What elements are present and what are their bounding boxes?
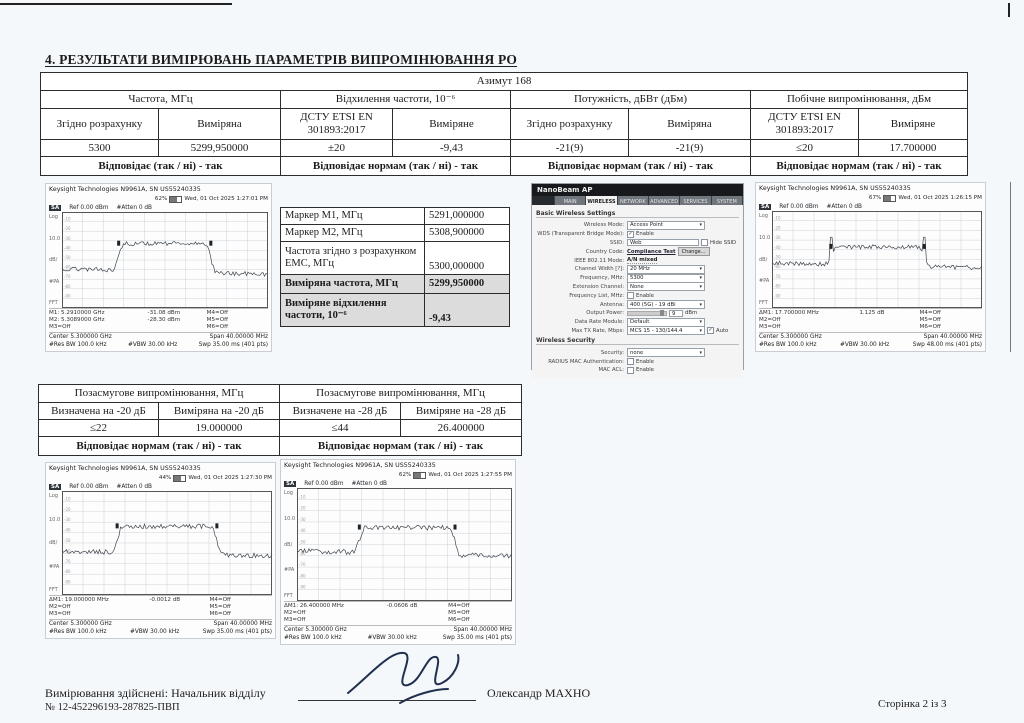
battery-icon [173, 475, 186, 482]
marker-readout: ΔM1: 17.700000 MHz 1.125 dB M4=Off M2=Off M5=Off M3=Off M6=Off [759, 308, 982, 331]
airos-change-button[interactable]: Change... [678, 247, 710, 256]
airos-section-basic: Basic Wireless Settings [536, 210, 739, 218]
airos-field-label: SSID: [609, 239, 624, 246]
airos-select-value: Access Point [630, 222, 663, 229]
airos-field-row [536, 265, 739, 274]
chevron-down-icon: ▾ [699, 222, 702, 229]
airos-section-security: Wireless Security [536, 337, 739, 345]
airos-checkbox[interactable] [627, 358, 634, 365]
battery-percent: 62% [154, 196, 168, 202]
ref-level: Ref 0.00 dBm [69, 483, 109, 490]
airos-static-value: A/N mixed [627, 257, 658, 264]
battery-icon [883, 195, 896, 202]
airos-tab-wireless[interactable]: WIRELESS [586, 196, 617, 205]
airos-field-label: Frequency List, MHz: [569, 292, 624, 299]
marker-readout: M1: 5.2910000 GHz -31.08 dBm M4=Off M2: 5.3089000 GHz -28.30 dBm M5=Off M3=Off M6=Off [49, 308, 268, 331]
svg-text:-20: -20 [64, 226, 71, 232]
sweep-settings: Center 5.300000 GHz Span 40.00000 MHz #Res BW 100.0 kHz #VBW 30.00 kHz Swp 35.00 ms (401 pts) [49, 621, 272, 635]
airos-field-row [536, 274, 739, 283]
measured-frequency-value: 5299,950000 [425, 275, 510, 294]
document-number: № 12-452296193-287825-ПВП [45, 702, 180, 713]
compliance-row: Відповідає (так / ні) - так [41, 157, 281, 176]
airos-device-title: NanoBeam AP [532, 184, 743, 196]
subheader: Виміряна [159, 109, 281, 140]
measured-frequency-label: Виміряна частота, МГц [281, 275, 425, 294]
airos-select[interactable] [627, 326, 705, 335]
svg-text:-80: -80 [299, 573, 306, 579]
frequency-measured-value: 5299,950000 [159, 140, 281, 157]
oob-header-20db: Позасмугове випромінювання, МГц [39, 385, 280, 403]
scan-artifact-right-edge [1010, 182, 1011, 352]
out-of-band-table [38, 384, 522, 456]
spectrum-plot [62, 212, 268, 308]
oob-28db-limit: ≤44 [280, 420, 401, 437]
airos-field-label: Antenna: [599, 301, 624, 308]
measurement-performed-label: Вимірювання здійснені: Начальник відділу [45, 686, 266, 700]
svg-text:-10: -10 [299, 494, 306, 500]
svg-text:-10: -10 [64, 216, 71, 222]
airos-slider-handle[interactable] [660, 310, 664, 316]
airos-field-label: Output Power: [586, 310, 624, 317]
battery-icon [169, 196, 182, 203]
col-header-deviation: Відхилення частоти, 10⁻⁶ [281, 91, 511, 109]
airos-select-value: none [630, 349, 644, 356]
airos-select[interactable] [627, 282, 705, 291]
airos-field-control [627, 358, 654, 365]
svg-text:-10: -10 [774, 215, 781, 221]
instrument-title: Keysight Technologies N9961A, SN US55240335 [284, 462, 436, 469]
scale-labels: Log 10.0 dB/ #PA FFT [49, 493, 61, 593]
airos-field-control [627, 257, 657, 264]
airos-field-control [627, 318, 705, 327]
airos-field-control [627, 231, 654, 238]
svg-text:-30: -30 [299, 516, 306, 522]
sweep-settings: Center 5.300000 GHz Span 40.00000 MHz #Res BW 100.0 kHz #VBW 30.00 kHz Swp 35.00 ms (401 pts) [49, 334, 268, 348]
deviation-limit-value: ±20 [281, 140, 393, 157]
page-title: 4. РЕЗУЛЬТАТИ ВИМІРЮВАНЬ ПАРАМЕТРІВ ВИПРОМІНЮВАННЯ РО [45, 52, 518, 67]
sweep-settings: Center 5.300000 GHz Span 40.00000 MHz #Res BW 100.0 kHz #VBW 30.00 kHz Swp 35.00 ms (401 pts) [284, 627, 512, 641]
svg-text:-90: -90 [774, 293, 781, 299]
airos-output-power-value[interactable]: 9 [669, 310, 683, 317]
chevron-down-icon: ▾ [699, 283, 702, 290]
airos-field-row [536, 318, 739, 327]
datetime: Wed, 01 Oct 2025 1:27:30 PM [188, 475, 272, 481]
svg-text:-40: -40 [64, 527, 71, 533]
subheader: Виміряна [629, 109, 751, 140]
svg-text:-40: -40 [299, 528, 306, 534]
svg-text:-70: -70 [64, 274, 71, 280]
battery-percent: 67% [868, 195, 882, 201]
svg-text:-80: -80 [64, 569, 71, 575]
airos-field-row [536, 283, 739, 292]
svg-text:-60: -60 [64, 548, 71, 554]
airos-select[interactable] [627, 265, 705, 274]
svg-text:-70: -70 [299, 562, 306, 568]
airos-field-label: WDS (Transparent Bridge Mode): [537, 231, 624, 238]
signature [330, 645, 490, 707]
col-header-power: Потужність, дБВт (дБм) [511, 91, 751, 109]
ref-level: Ref 0.00 dBm [779, 203, 819, 210]
airos-field-label: RADIUS MAC Authentication: [548, 358, 624, 365]
emc-frequency-value: 5300,000000 [425, 242, 510, 275]
subheader: Визначена на -20 дБ [39, 403, 159, 420]
svg-text:-30: -30 [64, 517, 71, 523]
airos-field-row [536, 239, 739, 248]
airos-field-row [536, 327, 739, 336]
airos-output-power-slider[interactable] [627, 311, 667, 316]
azimuth-label: Азимут 168 [41, 73, 968, 91]
airos-checkbox-label: Enable [636, 358, 655, 365]
airos-tab-system[interactable]: SYSTEM [712, 196, 743, 205]
ref-level: Ref 0.00 dBm [304, 480, 344, 487]
svg-text:-80: -80 [64, 283, 71, 289]
airos-unit-label: dBm [685, 310, 698, 317]
airos-select-value: 20 MHz [630, 266, 650, 273]
airos-field-control [627, 282, 705, 291]
signer-name: Олександр МАХНО [487, 686, 591, 700]
airos-checkbox-label: Enable [636, 231, 655, 238]
svg-text:-60: -60 [774, 264, 781, 270]
oob-20db-limit: ≤22 [39, 420, 159, 437]
marker-m2-label: Маркер М2, МГц [281, 225, 425, 242]
oob-header-28db: Позасмугове випромінювання, МГц [280, 385, 522, 403]
marker-m1-label: Маркер М1, МГц [281, 208, 425, 225]
airos-field-label: MAC ACL: [598, 367, 624, 374]
battery-percent: 62% [398, 472, 412, 478]
page-number: Сторінка 2 із 3 [878, 698, 947, 710]
svg-text:-90: -90 [64, 579, 71, 585]
svg-text:-90: -90 [64, 293, 71, 299]
airos-logo [532, 196, 555, 205]
marker-m2-value: 5308,900000 [425, 225, 510, 242]
airos-field-control [627, 239, 736, 246]
attenuation: #Atten 0 dB [826, 203, 863, 210]
airos-select-value: 5300 [630, 275, 644, 282]
airos-tab-advanced[interactable]: ADVANCED [649, 196, 680, 205]
airos-checkbox[interactable] [701, 239, 708, 246]
oob-20db-measured: 19.000000 [159, 420, 280, 437]
compliance-row: Відповідає нормам (так / ні) - так [511, 157, 751, 176]
svg-text:-50: -50 [64, 538, 71, 543]
airos-field-control [627, 367, 654, 374]
subheader: Виміряне [393, 109, 511, 140]
instrument-title: Keysight Technologies N9961A, SN US55240335 [759, 185, 911, 192]
svg-text:-20: -20 [774, 225, 781, 231]
sweep-settings: Center 5.300000 GHz Span 40.00000 MHz #Res BW 100.0 kHz #VBW 30.00 kHz Swp 48.00 ms (401 pts) [759, 334, 982, 348]
svg-text:-60: -60 [64, 264, 71, 270]
airos-field-control [627, 326, 728, 335]
airos-field-row [536, 291, 739, 300]
airos-tab-network[interactable]: NETWORK [618, 196, 649, 205]
deviation-measured-value: -9,43 [393, 140, 511, 157]
svg-text:-30: -30 [774, 235, 781, 241]
chevron-down-icon: ▾ [699, 301, 702, 308]
subheader: Згідно розрахунку [41, 109, 159, 140]
scale-labels: Log 10.0 dB/ #PA FFT [284, 490, 296, 599]
spectrum-plot [62, 491, 272, 595]
airos-select-value: Default [630, 319, 650, 326]
airos-field-row [536, 300, 739, 309]
svg-text:-10: -10 [64, 496, 71, 502]
spurious-limit-value: ≤20 [751, 140, 859, 157]
airos-checkbox-label: Auto [716, 327, 729, 334]
subheader: Виміряне на -28 дБ [401, 403, 522, 420]
airos-tab-services[interactable]: SERVICES [680, 196, 711, 205]
spectrum-screenshot-1 [45, 183, 272, 352]
airos-checkbox[interactable]: ✓ [708, 327, 713, 334]
airos-fields-security [536, 348, 739, 374]
mode-badge: SA [51, 204, 60, 211]
airos-checkbox-label: Enable [636, 292, 655, 299]
airos-field-row [536, 256, 739, 265]
airos-field-label: Data Rate Module: [574, 319, 624, 326]
spurious-measured-value: 17.700000 [859, 140, 968, 157]
svg-text:-70: -70 [774, 273, 781, 279]
power-calculated-value: -21(9) [511, 140, 629, 157]
subheader: Згідно розрахунку [511, 109, 629, 140]
airos-field-row [536, 309, 739, 318]
chevron-down-icon: ▾ [699, 319, 702, 326]
subheader: Визначене на -28 дБ [280, 403, 401, 420]
scale-labels: Log 10.0 dB/ #PA FFT [49, 214, 61, 306]
datetime: Wed, 01 Oct 2025 1:26:15 PM [898, 195, 982, 201]
airos-field-label: Channel Width [?]: [574, 266, 624, 273]
col-header-spurious: Побічне випромінювання, дБм [751, 91, 968, 109]
airos-field-label: Max TX Rate, Mbps: [571, 327, 624, 334]
airos-checkbox[interactable]: ✓ [628, 230, 633, 237]
airos-settings-body [532, 205, 743, 378]
svg-text:-50: -50 [774, 254, 781, 260]
compliance-row: Відповідає нормам (так / ні) - так [39, 437, 280, 456]
instrument-title: Keysight Technologies N9961A, SN US55240335 [49, 465, 201, 472]
power-measured-value: -21(9) [629, 140, 751, 157]
frequency-calculated-value: 5300 [41, 140, 159, 157]
airos-tab-main[interactable]: MAIN [555, 196, 586, 205]
airos-checkbox[interactable] [627, 292, 634, 299]
attenuation: #Atten 0 dB [116, 204, 153, 211]
airos-field-control [627, 247, 710, 256]
airos-field-control [627, 274, 705, 283]
marker-results-table [280, 207, 510, 327]
airos-country-code-link[interactable]: Compliance Test [627, 248, 676, 255]
subheader: Виміряна на -20 дБ [159, 403, 280, 420]
oob-28db-measured: 26.400000 [401, 420, 522, 437]
mode-badge: SA [286, 480, 295, 487]
measured-deviation-value: -9,43 [425, 294, 510, 327]
airos-select-value: None [630, 283, 644, 290]
chevron-down-icon: ▾ [699, 266, 702, 273]
spectrum-screenshot-4 [280, 459, 516, 645]
compliance-row: Відповідає нормам (так / ні) - так [280, 437, 522, 456]
airos-select-value: 400 (5G) - 19 dBi [630, 301, 676, 308]
airos-tabs [532, 196, 743, 205]
spectrum-plot [772, 211, 982, 308]
datetime: Wed, 01 Oct 2025 1:27:55 PM [428, 472, 512, 478]
attenuation: #Atten 0 dB [351, 480, 388, 487]
spectrum-screenshot-2 [755, 182, 986, 352]
subheader: Виміряне [859, 109, 968, 140]
svg-text:-80: -80 [774, 283, 781, 289]
mode-badge: SA [761, 203, 770, 210]
airos-field-row [536, 247, 739, 256]
subheader: ДСТУ ETSI EN 301893:2017 [281, 109, 393, 140]
svg-text:-70: -70 [64, 558, 71, 564]
mode-badge: SA [51, 483, 60, 490]
airos-field-control [627, 300, 705, 309]
datetime: Wed, 01 Oct 2025 1:27:01 PM [184, 196, 268, 202]
marker-m1-value: 5291,000000 [425, 208, 510, 225]
airos-field-label: Extension Channel: [572, 283, 624, 290]
airos-field-control [627, 292, 654, 299]
airos-select[interactable] [627, 274, 705, 283]
chevron-down-icon: ▾ [699, 327, 702, 334]
airos-checkbox-label: Enable [636, 367, 655, 374]
airos-select[interactable] [627, 221, 705, 230]
col-header-frequency: Частота, МГц [41, 91, 281, 109]
compliance-row: Відповідає нормам (так / ні) - так [281, 157, 511, 176]
airos-select-value: MCS 15 - 130/144.4 [630, 327, 683, 334]
subheader: ДСТУ ETSI EN 301893:2017 [751, 109, 859, 140]
battery-icon [413, 472, 426, 479]
svg-text:-30: -30 [64, 235, 71, 241]
airos-field-row [536, 357, 739, 366]
chevron-down-icon: ▾ [699, 349, 702, 356]
airos-field-label: Wireless Mode: [583, 222, 624, 229]
airos-field-label: IEEE 802.11 Mode: [574, 257, 624, 264]
svg-text:-40: -40 [774, 244, 781, 250]
svg-text:-20: -20 [299, 505, 306, 511]
airos-field-row [536, 348, 739, 357]
airos-field-row [536, 230, 739, 239]
svg-text:-20: -20 [64, 506, 71, 512]
svg-text:-50: -50 [64, 255, 71, 260]
airos-text-input[interactable]: Web [627, 239, 699, 246]
spectrum-plot [297, 488, 512, 601]
airos-screenshot [531, 183, 744, 374]
results-table [40, 72, 968, 176]
airos-field-control [627, 221, 705, 230]
airos-field-label: Country Code: [585, 248, 624, 255]
scale-labels: Log 10.0 dB/ #PA FFT [759, 213, 771, 306]
ref-level: Ref 0.00 dBm [69, 204, 109, 211]
marker-readout: ΔM1: 26.400000 MHz -0.0606 dB M4=Off M2=Off M5=Off M3=Off M6=Off [284, 601, 512, 624]
instrument-title: Keysight Technologies N9961A, SN US55240335 [49, 186, 201, 193]
airos-select[interactable] [627, 348, 705, 357]
airos-checkbox[interactable] [627, 367, 634, 374]
airos-select[interactable] [627, 300, 705, 309]
svg-text:-90: -90 [299, 584, 306, 590]
emc-frequency-label: Частота згідно з розрахунком ЕМС, МГц [281, 242, 425, 275]
scan-artifact-corner-tick [1008, 3, 1010, 17]
airos-field-label: Frequency, MHz: [580, 275, 624, 282]
airos-field-control [627, 310, 697, 317]
spectrum-screenshot-3 [45, 462, 276, 639]
airos-fields-basic [536, 221, 739, 335]
airos-field-label: Security: [600, 349, 624, 356]
svg-text:-40: -40 [64, 245, 71, 251]
airos-field-control [627, 265, 705, 274]
airos-field-row [536, 366, 739, 375]
attenuation: #Atten 0 dB [116, 483, 153, 490]
airos-select[interactable] [627, 318, 705, 327]
airos-field-row [536, 221, 739, 230]
measured-deviation-label: Виміряне відхилення частоти, 10⁻⁶ [281, 294, 425, 327]
battery-percent: 44% [158, 475, 172, 481]
compliance-row: Відповідає нормам (так / ні) - так [751, 157, 968, 176]
chevron-down-icon: ▾ [699, 275, 702, 282]
airos-checkbox-label: Hide SSID [710, 239, 737, 246]
svg-text:-50: -50 [299, 539, 306, 545]
airos-field-control [627, 348, 705, 357]
marker-readout: ΔM1: 19.000000 MHz -0.0012 dB M4=Off M2=Off M5=Off M3=Off M6=Off [49, 595, 272, 618]
scan-artifact-top-line [0, 3, 232, 5]
svg-text:-60: -60 [299, 550, 306, 556]
